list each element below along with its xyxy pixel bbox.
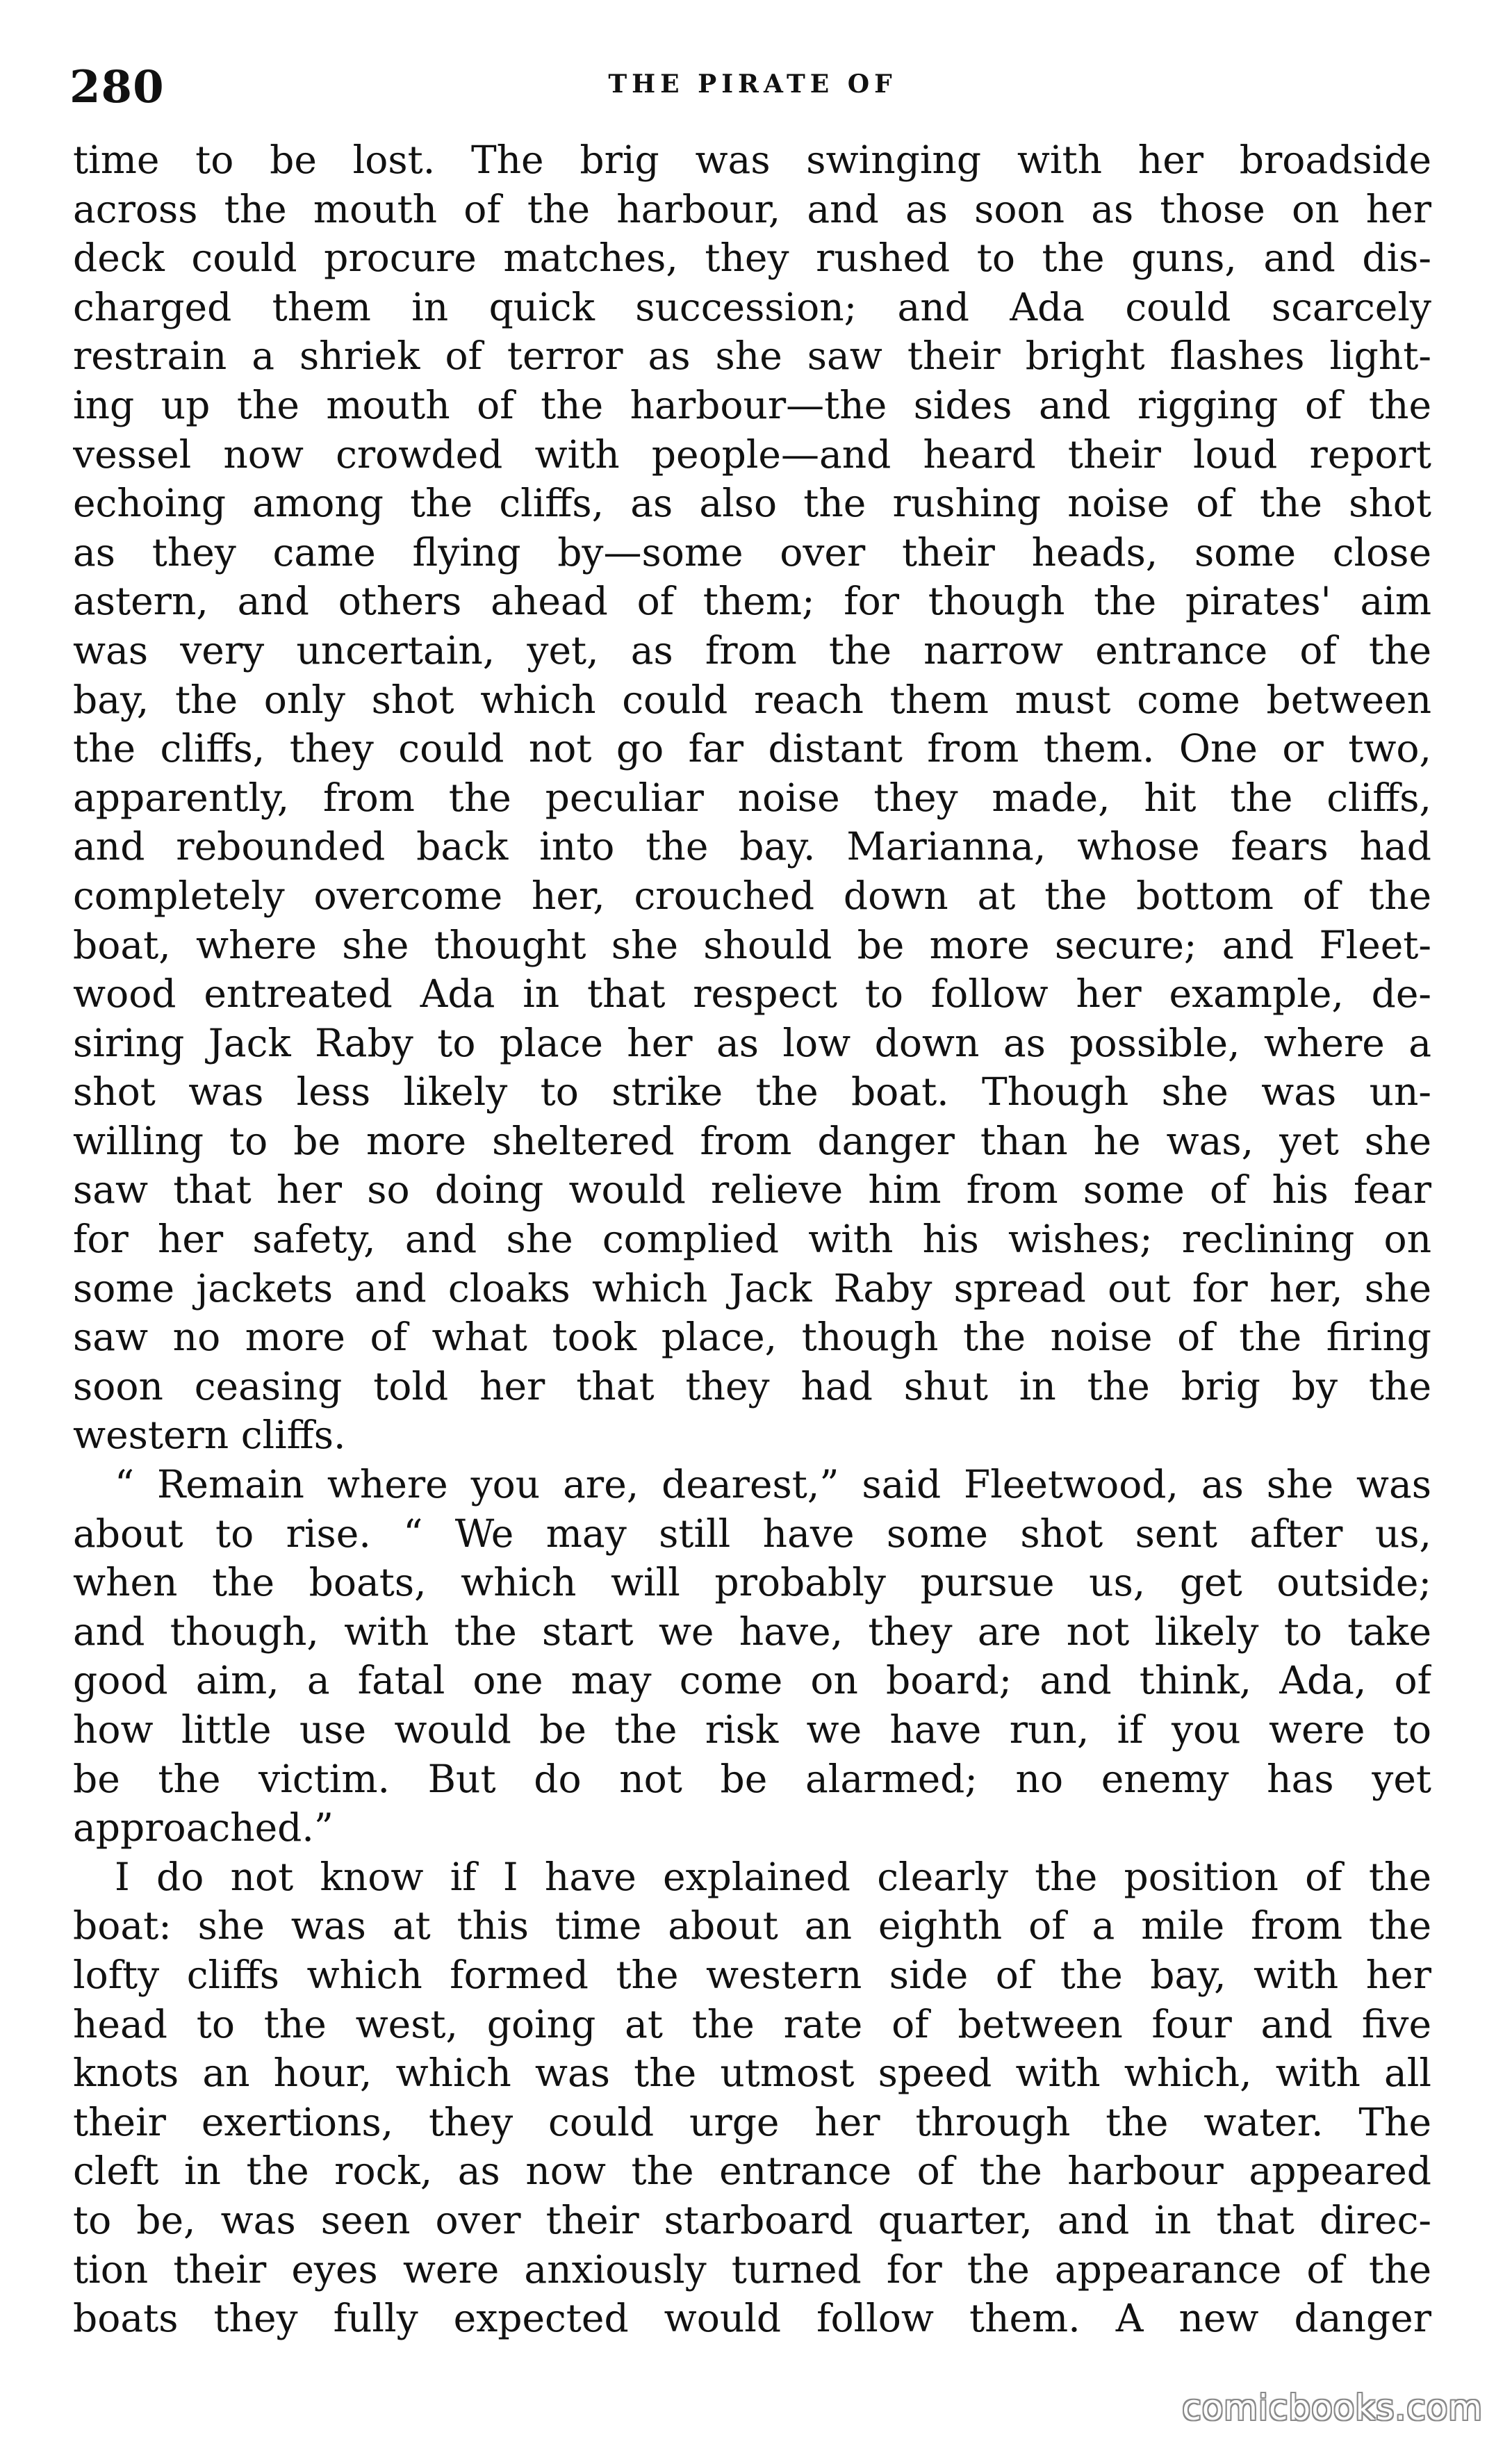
text-line: cleft in the rock, as now the entrance of the harbour appeared (73, 2149, 1431, 2194)
text-line: across the mouth of the harbour, and as soon as those on her (73, 186, 1431, 231)
text-line: to be, was seen over their starboard quarter, and in that direc- (73, 2197, 1431, 2242)
text-line: boats they fully expected would follow them. A new danger (73, 2296, 1431, 2341)
text-line: time to be lost. The brig was swinging with her broadside (73, 138, 1431, 182)
page-number: 280 (69, 61, 165, 113)
watermark: comicbooks.com (1182, 2388, 1483, 2428)
text-line: boat, where she thought she should be more secure; and Fleet- (73, 922, 1431, 967)
text-line: deck could procure matches, they rushed to the guns, and dis- (73, 236, 1431, 281)
text-line: head to the west, going at the rate of between four and five (73, 2001, 1431, 2046)
text-line: about to rise. “ We may still have some shot sent after us, (73, 1511, 1431, 1556)
text-line: “ Remain where you are, dearest,” said Fleetwood, as she was (115, 1462, 1431, 1507)
text-line: wood entreated Ada in that respect to follow her example, de- (73, 971, 1431, 1017)
text-line: vessel now crowded with people—and heard their loud report (73, 432, 1431, 477)
running-head (69, 61, 1436, 117)
text-line: willing to be more sheltered from danger than he was, yet she (73, 1118, 1431, 1163)
text-line: lofty cliffs which formed the western side of the bay, with her (73, 1952, 1431, 1997)
text-line: boat: she was at this time about an eighth of a mile from the (73, 1903, 1431, 1948)
text-line: astern, and others ahead of them; for though the pirates' aim (73, 579, 1431, 624)
text-line: I do not know if I have explained clearly the position of the (115, 1854, 1431, 1899)
text-line: shot was less likely to strike the boat. Though she was un- (73, 1069, 1431, 1115)
text-line: completely overcome her, crouched down at the bottom of the (73, 873, 1431, 918)
text-line: western cliffs. (73, 1413, 346, 1458)
text-line: some jackets and cloaks which Jack Raby spread out for her, she (73, 1265, 1431, 1311)
text-line: and though, with the start we have, they are not likely to take (73, 1609, 1431, 1654)
text-line: when the boats, which will probably pursue us, get outside; (73, 1560, 1431, 1605)
text-line: tion their eyes were anxiously turned for the appearance of the (73, 2247, 1431, 2292)
text-line: approached.” (73, 1805, 334, 1850)
text-line: be the victim. But do not be alarmed; no enemy has yet (73, 1756, 1431, 1801)
text-line: bay, the only shot which could reach them must come between (73, 677, 1431, 722)
text-line: their exertions, they could urge her through the water. The (73, 2099, 1431, 2144)
text-line: the cliffs, they could not go far distant from them. One or two, (73, 726, 1431, 771)
text-line: saw no more of what took place, though the noise of the firing (73, 1315, 1431, 1360)
text-line: charged them in quick succession; and Ada could scarcely (73, 284, 1431, 329)
text-line: soon ceasing told her that they had shut in the brig by the (73, 1363, 1431, 1409)
running-title: THE PIRATE OF (608, 69, 897, 99)
text-line: good aim, a fatal one may come on board; and think, Ada, of (73, 1658, 1431, 1703)
text-line: echoing among the cliffs, as also the rushing noise of the shot (73, 481, 1431, 526)
text-line: ing up the mouth of the harbour—the sides and rigging of the (73, 382, 1431, 427)
text-line: was very uncertain, yet, as from the narrow entrance of the (73, 627, 1431, 673)
text-line: as they came flying by—some over their heads, some close (73, 530, 1431, 575)
text-line: for her safety, and she complied with his wishes; reclining on (73, 1217, 1431, 1262)
body-text (73, 136, 1431, 2343)
text-line: restrain a shriek of terror as she saw their bright flashes light- (73, 334, 1431, 379)
text-line: siring Jack Raby to place her as low down as possible, where a (73, 1020, 1431, 1065)
text-line: apparently, from the peculiar noise they made, hit the cliffs, (73, 775, 1431, 820)
text-line: saw that her so doing would relieve him from some of his fear (73, 1167, 1431, 1213)
text-line: and rebounded back into the bay. Marianna, whose fears had (73, 824, 1431, 869)
text-line: knots an hour, which was the utmost speed with which, with all (73, 2051, 1431, 2096)
text-line: how little use would be the risk we have run, if you were to (73, 1707, 1431, 1752)
